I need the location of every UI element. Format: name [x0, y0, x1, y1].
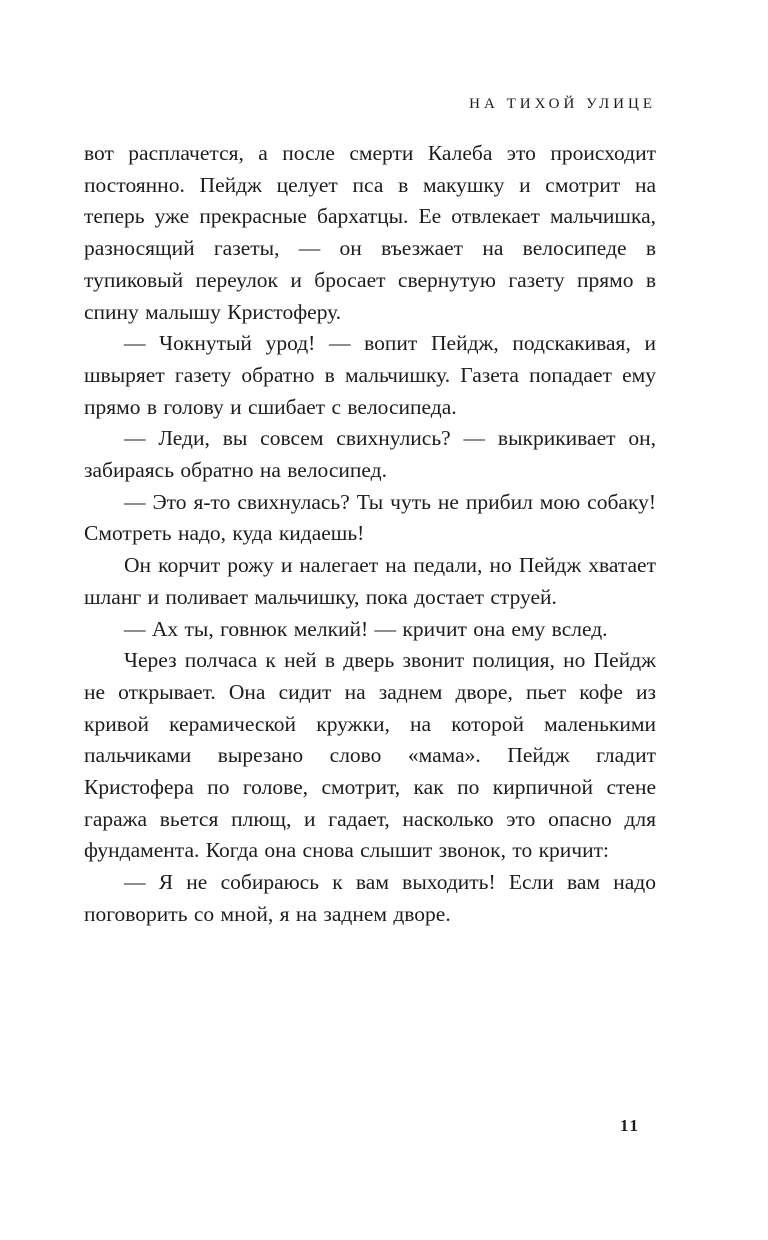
- body-text: [84, 138, 656, 931]
- body-paragraph: Он корчит рожу и налегает на педали, но Пейдж хватает шланг и поливает мальчишку, пока достает струей.: [84, 553, 656, 609]
- body-paragraph: — Чокнутый урод! — вопит Пейдж, подскакивая, и швыряет газету обратно в мальчишку. Газета попадает ему прямо в голову и сшибает с велосипеда.: [84, 331, 656, 419]
- body-paragraph: — Ах ты, говнюк мелкий! — кричит она ему вслед.: [124, 616, 608, 641]
- body-paragraph: Через полчаса к ней в дверь звонит полиция, но Пейдж не открывает. Она сидит на заднем дворе, пьет кофе из кривой керамической кружки, на которой маленькими пальчиками вырезано слово «мама». Пейдж гладит Кристофера по голове, смотрит, как по кирпичной стене гаража вьется плющ, и гадает, насколько это опасно для фундамента. Когда она снова слышит звонок, то кричит:: [84, 648, 656, 863]
- page-number: 11: [619, 1116, 640, 1135]
- body-paragraph: — Я не собираюсь к вам выходить! Если вам надо поговорить со мной, я на заднем дворе.: [84, 870, 656, 926]
- body-paragraph: — Леди, вы совсем свихнулись? — выкрикивает он, забираясь обратно на велосипед.: [84, 426, 656, 483]
- body-paragraph: вот расплачется, а после смерти Калеба это происходит постоянно. Пейдж целует пса в макушку и смотрит на теперь уже прекрасные бархатцы. Ее отвлекает мальчишка, разносящий газеты, — он въезжает на велосипеде в тупиковый переулок и бросает свернутую газету прямо в спину малышу Кристоферу.: [84, 141, 656, 324]
- body-paragraph: — Это я-то свихнулась? Ты чуть не прибил мою собаку! Смотреть надо, куда кидаешь!: [84, 489, 656, 546]
- running-header: НА ТИХОЙ УЛИЦЕ: [469, 96, 656, 112]
